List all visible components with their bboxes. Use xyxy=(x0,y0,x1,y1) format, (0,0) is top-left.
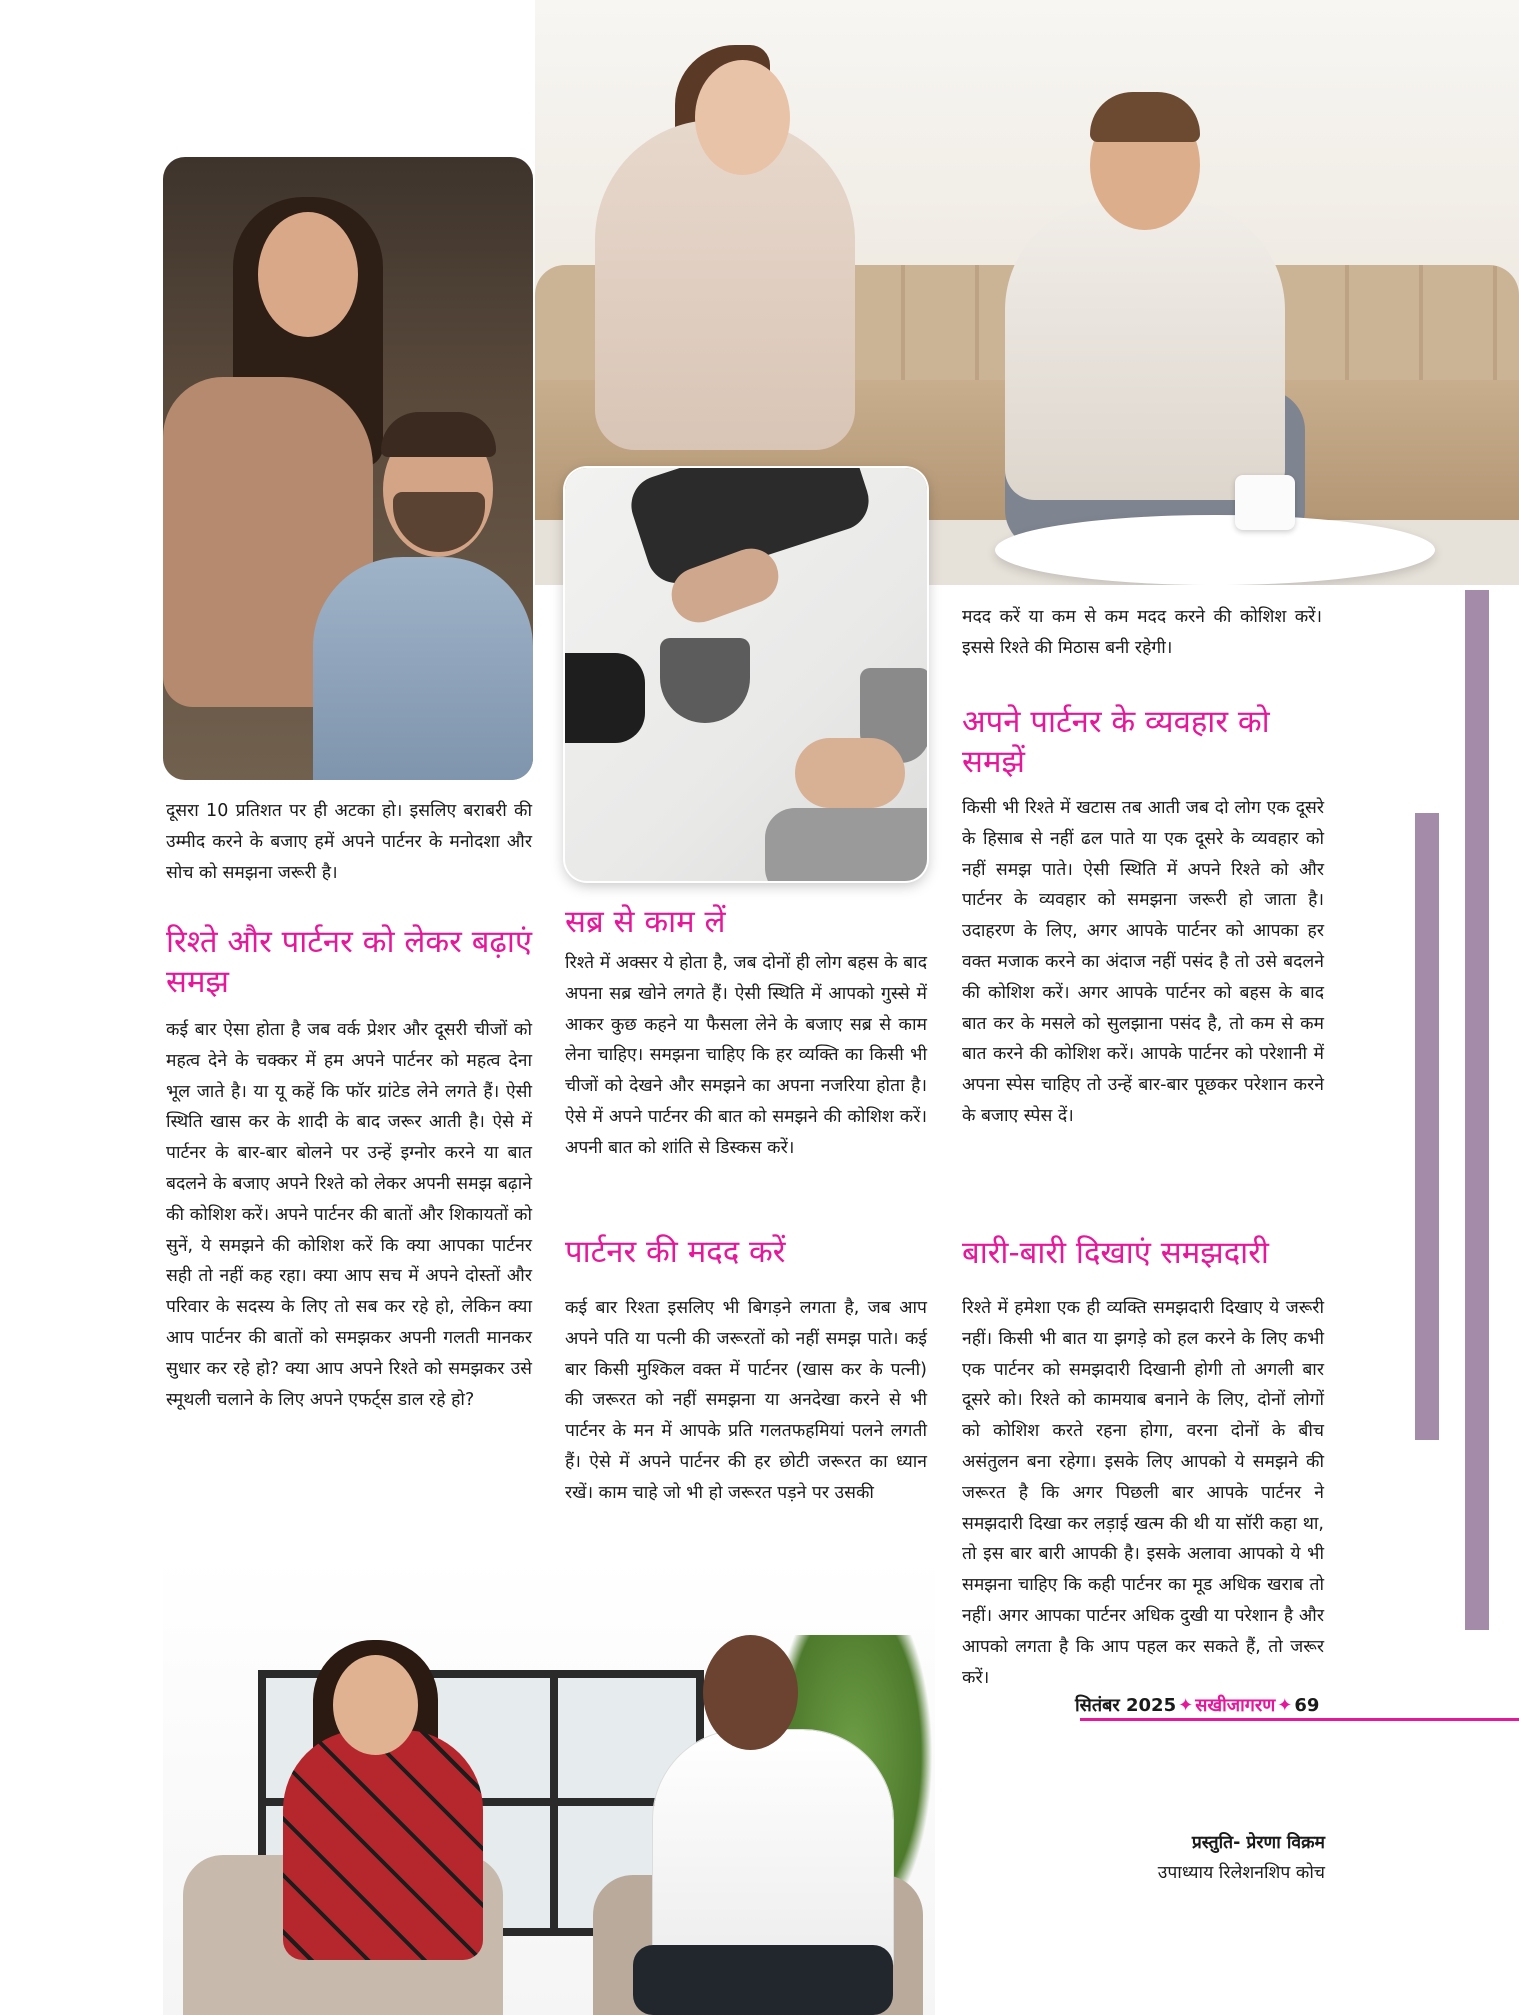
column2-heading1: सब्र से काम लें xyxy=(565,904,726,940)
credit-role: उपाध्याय रिलेशनशिप कोच xyxy=(1157,1863,1325,1883)
column1-heading-block xyxy=(166,922,536,1002)
column2-body1-text: रिश्ते में अक्सर ये होता है, जब दोनों ही लोग बहस के बाद अपना सब्र खोने लगते हैं। ऐसी स्थिति में आपको गुस्से में आकर कुछ कहने या फैसला लेने के बजाए सब्र से काम लेना चाहिए। समझना चाहिए कि हर व्यक्ति का किसी भी चीजों को देखने और समझने का अपना नजरिया होता है। ऐसे में अपने पार्टनर की बात को समझने की कोशिश करें। अपनी बात को शांति से डिस्कस करें। xyxy=(565,953,927,1158)
page-number: 69 xyxy=(1294,1695,1320,1716)
page-footer xyxy=(1075,1693,1335,1729)
column3-continuation-text: मदद करें या कम से कम मदद करने की कोशिश करें। इससे रिश्ते की मिठास बनी रहेगी। xyxy=(962,607,1322,658)
footer-star-icon: ✦ xyxy=(1178,1695,1194,1716)
column1-intro-text: दूसरा 10 प्रतिशत पर ही अटका हो। इसलिए बराबरी की उम्मीद करने के बजाए हमें अपने पार्टनर के मनोदशा और सोच को समझना जरूरी है। xyxy=(166,801,532,883)
column2-body2 xyxy=(565,1293,927,1509)
photo-couple-arguing-chairs xyxy=(163,1555,935,2015)
column1-body-text: कई बार ऐसा होता है जब वर्क प्रेशर और दूसरी चीजों को महत्व देने के चक्कर में हम अपने पार्टनर को महत्व देना भूल जाते है। या यू कहें कि फॉर ग्रांटेड लेने लगते हैं। ऐसी स्थिति खास कर के शादी के बाद जरूर आती है। ऐसे में पार्टनर के बार-बार बोलने पर उन्हें इग्नोर करने या बात बदलने के बजाए अपने रिश्ते को लेकर अपनी समझ बढ़ाने की कोशिश करें। अपने पार्टनर की बातों और शिकायतों को सुनें, ये समझने की कोशिश करें कि क्या आपका पार्टनर सही तो नहीं कह रहा। क्या आप सच में अपने दोस्तों और परिवार के सदस्य के लिए तो सब कर रहे हो, लेकिन क्या आप पार्टनर की बातों को समझकर अपनी गलती मानकर सुधार कर रहे हो? क्या आप अपने रिश्ते को समझकर उसे स्मूथली चलाने के लिए अपने एफर्ट्स डाल रहे हो? xyxy=(166,1020,532,1410)
decorative-bar-outer xyxy=(1465,590,1489,1630)
footer-star-icon-2: ✦ xyxy=(1277,1695,1293,1716)
column3-heading1-block xyxy=(962,702,1327,782)
column2-body1 xyxy=(565,948,927,1164)
column3-body1-text: किसी भी रिश्ते में खटास तब आती जब दो लोग एक दूसरे के हिसाब से नहीं ढल पाते या एक दूसरे के व्यवहार को नहीं समझ पाते। ऐसी स्थिति में अपने रिश्ते को और पार्टनर के व्यवहार को समझना जरूरी हो जाता है। उदाहरण के लिए, अगर आपके पार्टनर को आपका हर वक्त मजाक करने का अंदाज नहीं पसंद है तो उसे बदलने की कोशिश करें। अगर आपके पार्टनर को बहस के बाद बात कर के मसले को सुलझाना पसंद है, तो कम से कम बात करने की कोशिश करें। आपके पार्टनर को परेशानी में अपना स्पेस चाहिए तो उन्हें बार-बार पूछकर परेशान करने के बजाए स्पेस दें। xyxy=(962,798,1324,1126)
column3-body2 xyxy=(962,1293,1324,1693)
author-credit xyxy=(1075,1828,1325,1888)
column1-body xyxy=(166,1015,532,1415)
column2-heading1-block xyxy=(565,902,925,942)
photo-coffee-cups xyxy=(565,468,927,881)
column2-heading2: पार्टनर की मदद करें xyxy=(565,1234,786,1270)
photo-woman-shouting xyxy=(163,157,533,780)
column3-body2-text: रिश्ते में हमेशा एक ही व्यक्ति समझदारी दिखाए ये जरूरी नहीं। किसी भी बात या झगड़े को हल करने के लिए कभी एक पार्टनर को समझदारी दिखानी होगी तो अगली बार दूसरे को। रिश्ते को कामयाब बनाने के लिए, दोनों लोगों को कोशिश करते रहना होगा, वरना दोनों के बीच असंतुलन बना रहेगा। इसके लिए आपको ये समझने की जरूरत है कि अगर पिछली बार आपके पार्टनर ने समझदारी दिखा कर लड़ाई खत्म की थी या सॉरी कहा था, तो इस बार बारी आपकी है। इसके अलावा आपको ये भी समझना चाहिए कि कही पार्टनर का मूड अधिक खराब तो नहीं। अगर आपका पार्टनर अधिक दुखी या परेशान है और आपको लगता है कि आप पहल कर सकते हैं, तो जरूर करें। xyxy=(962,1298,1324,1688)
column3-heading1: अपने पार्टनर के व्यवहार को समझें xyxy=(962,704,1270,780)
column2-heading2-block xyxy=(565,1232,925,1272)
column3-heading2-block xyxy=(962,1233,1327,1273)
column3-continuation xyxy=(962,602,1322,664)
column2-body2-text: कई बार रिश्ता इसलिए भी बिगड़ने लगता है, जब आप अपने पति या पत्नी की जरूरतों को नहीं समझ पाते। कई बार किसी मुश्किल वक्त में पार्टनर (खास कर के पत्नी) की जरूरत को नहीं समझना या अनदेखा करने से भी पार्टनर के मन में आपके प्रति गलतफहमियां पलने लगती हैं। ऐसे में अपने पार्टनर की हर छोटी जरूरत का ध्यान रखें। काम चाहे जो भी हो जरूरत पड़ने पर उसकी xyxy=(565,1298,927,1503)
column3-body1 xyxy=(962,793,1324,1132)
credit-name: प्रस्तुति- प्रेरणा विक्रम xyxy=(1191,1833,1325,1853)
column1-intro xyxy=(166,796,532,888)
footer-magazine: सखीजागरण xyxy=(1195,1695,1276,1716)
column1-heading: रिश्ते और पार्टनर को लेकर बढ़ाएं समझ xyxy=(166,924,533,1000)
column3-heading2: बारी-बारी दिखाएं समझदारी xyxy=(962,1235,1269,1271)
footer-rule xyxy=(1080,1718,1519,1721)
decorative-bar-inner xyxy=(1415,813,1439,1440)
footer-month: सितंबर 2025 xyxy=(1075,1695,1177,1716)
